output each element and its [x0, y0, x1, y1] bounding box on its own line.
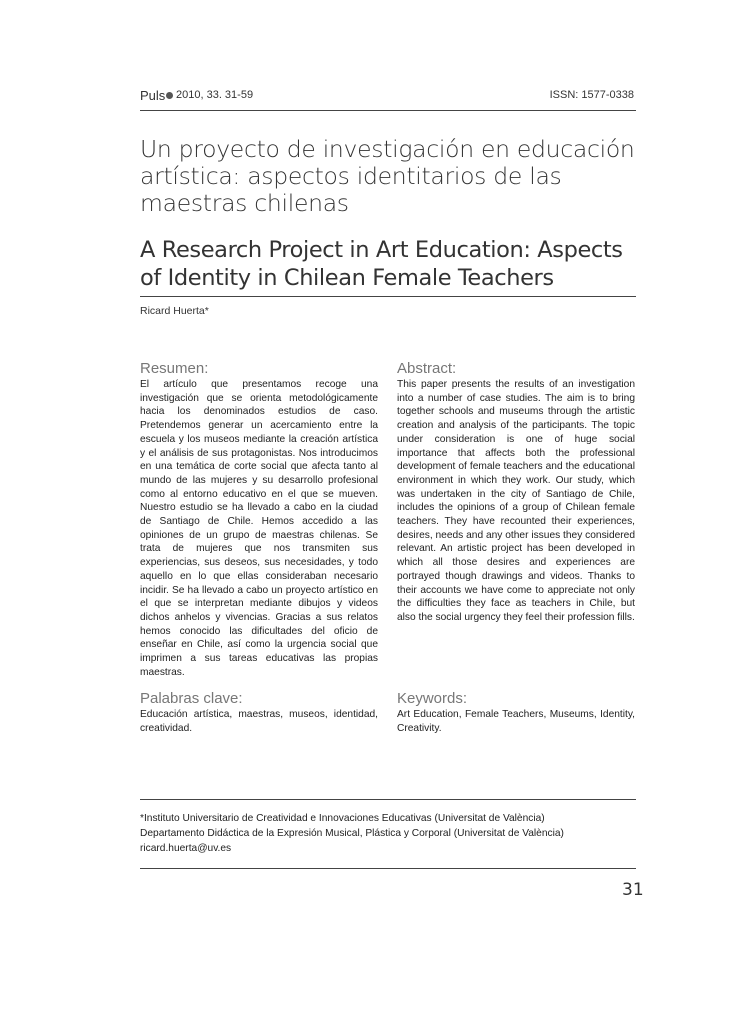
- resumen-text: El artículo que presentamos recoge una investigación que se orienta metodológicamente hacia los denominados estudios de caso. Pretendemos generar un acercamiento entre la escuela y los museos mediante la creación artística y el análisis de sus protagonistas. Nos introducimos en una temática de corte social que afecta tanto al mundo de las mujeres y su desarrollo profesional como al entorno educativo en el que se mueven. Nuestro estudio se ha llevado a cabo en la ciudad de Santiago de Chile. Hemos accedido a las opiniones de un grupo de maestras chilenas. Se trata de mujeres que nos transmiten sus experiencias, sus deseos, sus necesidades, y todo aquello en lo que ellas consideraban necesario incidir. Se ha llevado a cabo un proyecto artístico en el que se interpretan mediante dibujos y videos dichos anhelos y vivencias. Gracias a sus relatos hemos conocido las dificultades del oficio de enseñar en Chile, así como la urgencia social que imprimen a sus tareas educativas las propias maestras.: [140, 379, 378, 678]
- resumen-heading: Resumen:: [140, 360, 209, 377]
- keywords-text: Art Education, Female Teachers, Museums, Identity, Creativity.: [397, 709, 635, 734]
- title-english: A Research Project in Art Education: Aspects of Identity in Chilean Female Teachers: [140, 237, 623, 291]
- abstract-text: This paper presents the results of an investigation into a number of case studies. The aim is to bring together schools and museums through the artistic creation and analysis of the participants. The topic under consideration is one of huge social importance that affects both the professional development of female teachers and the educational environment in which they work. Our study, which was undertaken in the city of Santiago de Chile, includes the opinions of a group of Chilean female teachers. They have recounted their experiences, desires, needs and any other issues they considered relevant. An artistic project has been developed in which all those desires and experiences are portrayed though drawings and videos. Thanks to their accounts we have come to appreciate not only the difficulties they face as teachers in Chile, but also the social urgency they feel their profession fills.: [397, 379, 635, 623]
- page-number: 31: [622, 880, 644, 900]
- footnote-rule-bottom: [140, 868, 636, 869]
- logo-dot-icon: [166, 92, 173, 99]
- palabras-clave-heading: Palabras clave:: [140, 690, 243, 707]
- footnote-email[interactable]: ricard.huerta@uv.es: [140, 843, 232, 854]
- keywords-section: [397, 690, 635, 735]
- journal-logo: Puls: [140, 88, 173, 103]
- abstract-heading: Abstract:: [397, 360, 457, 377]
- header-rule: [140, 110, 636, 111]
- palabras-clave-text: Educación artística, maestras, museos, identidad, creatividad.: [140, 709, 378, 734]
- title-rule: [140, 296, 636, 297]
- citation: 2010, 33. 31-59: [176, 89, 254, 101]
- issn: ISSN: 1577-0338: [549, 89, 634, 101]
- resumen-section: [140, 360, 378, 679]
- author: Ricard Huerta*: [140, 305, 209, 317]
- keywords-heading: Keywords:: [397, 690, 468, 707]
- title-spanish: Un proyecto de investigación en educación artística: aspectos identitarios de las maestras chilenas: [140, 135, 635, 217]
- abstract-section: [397, 360, 635, 625]
- footnote-department: Departamento Didáctica de la Expresión Musical, Plástica y Corporal (Universitat de València): [140, 828, 564, 839]
- palabras-clave-section: [140, 690, 378, 735]
- footnote-affiliation: *Instituto Universitario de Creatividad e Innovaciones Educativas (Universitat de València): [140, 813, 545, 824]
- running-header: [140, 86, 636, 108]
- footnote-rule-top: [140, 799, 636, 800]
- footnote: [140, 811, 636, 856]
